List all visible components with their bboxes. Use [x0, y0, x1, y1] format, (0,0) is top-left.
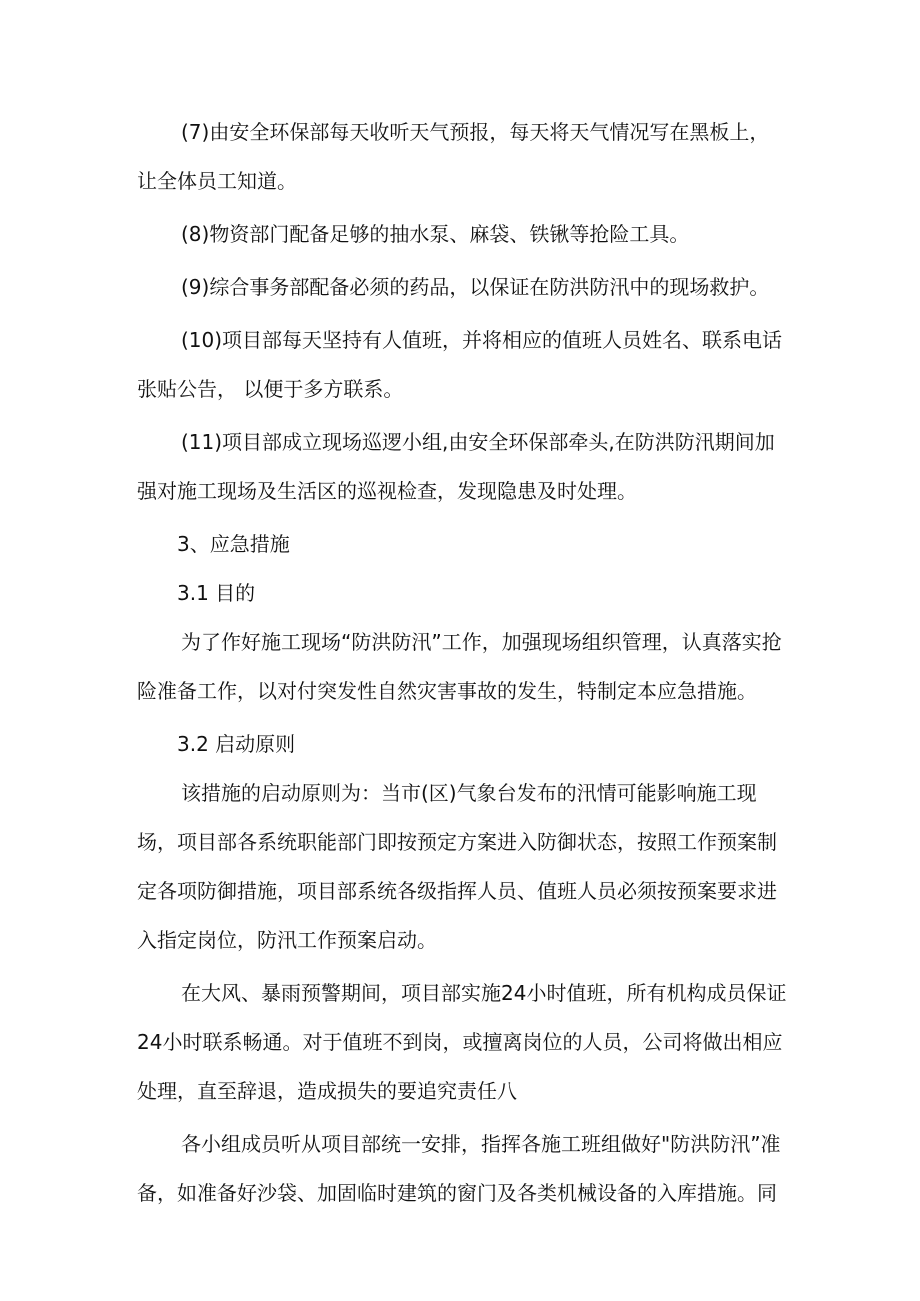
paragraph-medicine: (9)综合事务部配备必须的药品，以保证在防洪防汛中的现场救护。 [181, 275, 770, 299]
paragraph-purpose: 为了作好施工现场“防洪防汛”工作，加强现场组织管理，认真落实抢险准备工作，以对付突发性自然灾害事故的发生，特制定本应急措施。 [137, 630, 782, 703]
paragraph-team-arrangement: 各小组成员听从项目部统一安排，指挥各施工班组做好"防洪防汛”准备，如准备好沙袋、加固临时建筑的窗门及各类机械设备的入库措施。同 [137, 1132, 781, 1205]
document-body [137, 108, 787, 1222]
paragraph-duty-roster: (10)项目部每天坚持有人值班，并将相应的值班人员姓名、联系电话张贴公告， 以便于多方联系。 [137, 328, 783, 401]
paragraph-24h-duty: 在大风、暴雨预警期间，项目部实施24小时值班，所有机构成员保证24小时联系畅通。对于值班不到岗，或擅离岗位的人员，公司将做出相应处理，直至辞退，造成损失的要追究责任八 [137, 981, 787, 1103]
subsection-heading-purpose: 3.1 目的 [177, 581, 256, 605]
paragraph-activation-principle: 该措施的启动原则为：当市(区)气象台发布的汛情可能影响施工现场，项目部各系统职能部门即按预定方案进入防御状态，按照工作预案制定各项防御措施，项目部系统各级指挥人员、值班人员必须按预案要求进入指定岗位，防汛工作预案启动。 [137, 781, 777, 952]
paragraph-rescue-tools: (8)物资部门配备足够的抽水泵、麻袋、铁锹等抢险工具。 [181, 222, 690, 246]
paragraph-patrol-team: (11)项目部成立现场巡逻小组,由安全环保部牵头,在防洪防汛期间加强对施工现场及生活区的巡视检查，发现隐患及时处理。 [137, 430, 775, 503]
paragraph-weather-forecast: (7)由安全环保部每天收听天气预报，每天将天气情况写在黑板上，让全体员工知道。 [137, 120, 770, 193]
section-heading-emergency-measures: 3、应急措施 [177, 532, 290, 556]
subsection-heading-activation-principle: 3.2 启动原则 [177, 732, 296, 756]
